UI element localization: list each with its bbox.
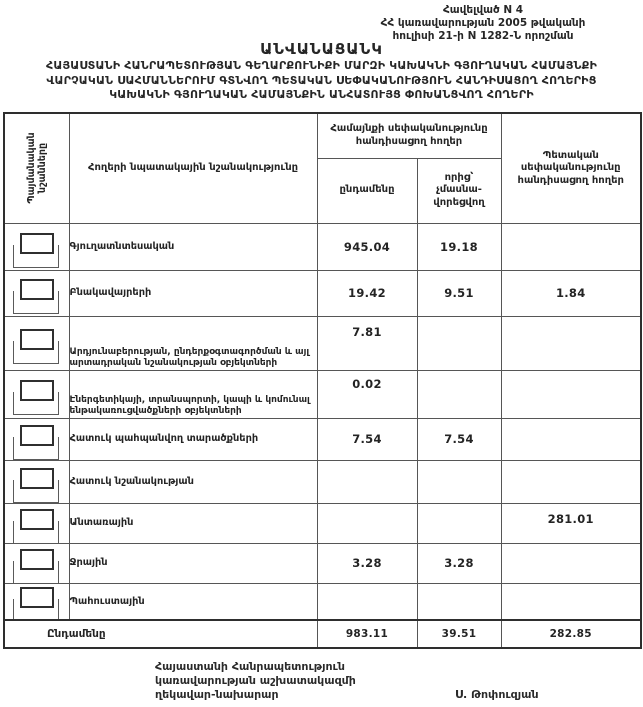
row-total-value xyxy=(317,583,417,620)
symbol-cell xyxy=(4,270,69,316)
row-label: Գյուղատնտեսական xyxy=(69,223,317,270)
row-state-value xyxy=(501,583,641,620)
row-total-value xyxy=(317,503,417,543)
total-row-ofwhich-value: 39.51 xyxy=(417,620,501,648)
table-row xyxy=(4,460,641,503)
row-ofwhich-value: 19.18 xyxy=(417,223,501,270)
row-state-value xyxy=(501,370,641,418)
signature-line-1: Հայաստանի Հանրապետություն xyxy=(155,660,345,673)
document-title xyxy=(0,40,643,103)
row-state-value xyxy=(501,543,641,583)
row-label: Արդյունաբերության, ընդերքօգտագործման և այլ արտադրական նշանակության օբյեկտների xyxy=(69,316,317,370)
legend-symbol-icon xyxy=(5,506,69,540)
row-label: Էներգետիկայի, տրանսպորտի, կապի և կոմունալ ենթակառուցվածքների օբյեկտների xyxy=(69,370,317,418)
signature-block xyxy=(155,660,415,702)
symbol-cell xyxy=(4,460,69,503)
header-community-lands: Համայնքի սեփականությունը հանդիսացող հողեր xyxy=(317,113,501,158)
table-row xyxy=(4,223,641,270)
signature-name: Ս. Թոփուզյան xyxy=(455,688,539,701)
row-label: Հատուկ նշանակության xyxy=(69,460,317,503)
table-row xyxy=(4,418,641,460)
row-ofwhich-value: 3.28 xyxy=(417,543,501,583)
total-row-total-value: 983.11 xyxy=(317,620,417,648)
symbol-cell xyxy=(4,543,69,583)
symbol-cell xyxy=(4,370,69,418)
legend-symbol-icon xyxy=(5,584,69,618)
appendix-line-3: հուլիսի 21-ի N 1282-Ն որոշման xyxy=(392,30,574,42)
row-ofwhich-value: 9.51 xyxy=(417,270,501,316)
row-ofwhich-value xyxy=(417,583,501,620)
header-symbols xyxy=(4,113,69,223)
row-ofwhich-value xyxy=(417,370,501,418)
row-ofwhich-value xyxy=(417,460,501,503)
land-table xyxy=(3,112,642,649)
row-state-value: 1.84 xyxy=(501,270,641,316)
table-row xyxy=(4,543,641,583)
header-symbols-label: Պայմանական նշանները xyxy=(25,132,48,204)
symbol-cell xyxy=(4,583,69,620)
header-of-which-line-1: որից՝ xyxy=(444,171,474,183)
title-line-3: ՎԱՐՉԱԿԱՆ ՍԱՀՄԱՆՆԵՐՈՒՄ ԳՏՆՎՈՂ ՊԵՏԱԿԱՆ ՍԵՓԱԿԱՆՈՒԹՅՈՒՆ ՀԱՆԴԻՍԱՑՈՂ ՀՈՂԵՐԻՑ xyxy=(46,73,597,87)
row-total-value: 945.04 xyxy=(317,223,417,270)
row-total-value: 19.42 xyxy=(317,270,417,316)
header-of-which-line-3: վորեցվող xyxy=(433,196,485,208)
title-line-4: ԿԱԽԱԿՆԻ ԳՅՈՒՂԱԿԱՆ ՀԱՄԱՅՆՔԻՆ ԱՆՀԱՏՈՒՅՑ ՓՈԽԱՆՑՎՈՂ ՀՈՂԵՐԻ xyxy=(109,88,534,101)
total-row-state-value: 282.85 xyxy=(501,620,641,648)
title-line-2: ՀԱՅԱՍՏԱՆԻ ՀԱՆՐԱՊԵՏՈՒԹՅԱՆ ԳԵՂԱՐՔՈՒՆԻՔԻ ՄԱՐԶԻ ԿԱԽԱԿՆԻ ԳՅՈՒՂԱԿԱՆ ՀԱՄԱՅՆՔԻ xyxy=(45,59,598,72)
row-total-value xyxy=(317,460,417,503)
row-state-value xyxy=(501,418,641,460)
appendix-line-2: ՀՀ կառավարության 2005 թվականի xyxy=(380,17,586,29)
title-main: ԱՆՎԱՆԱՑԱՆԿ xyxy=(260,40,383,58)
row-ofwhich-value: 7.54 xyxy=(417,418,501,460)
table-total-row xyxy=(4,620,641,648)
legend-symbol-icon xyxy=(5,377,69,411)
legend-symbol-icon xyxy=(5,326,69,360)
header-total: ընդամենը xyxy=(317,158,417,223)
row-total-value: 7.81 xyxy=(317,316,417,370)
header-state-lands: Պետական սեփականությունը հանդիսացող հողեր xyxy=(501,113,641,223)
row-label: Ջրային xyxy=(69,543,317,583)
symbol-cell xyxy=(4,223,69,270)
legend-symbol-icon xyxy=(5,276,69,310)
legend-symbol-icon xyxy=(5,465,69,499)
row-total-value: 3.28 xyxy=(317,543,417,583)
row-state-value xyxy=(501,460,641,503)
signature-line-2: կառավարության աշխատակազմի xyxy=(155,674,356,687)
row-state-value xyxy=(501,223,641,270)
row-label: Բնակավայրերի xyxy=(69,270,317,316)
symbol-cell xyxy=(4,316,69,370)
row-label: Անտառային xyxy=(69,503,317,543)
legend-symbol-icon xyxy=(5,422,69,456)
total-row-label: Ընդամենը xyxy=(4,620,317,648)
appendix-reference xyxy=(330,4,636,43)
symbol-cell xyxy=(4,503,69,543)
signature-line-3: ղեկավար-նախարար xyxy=(155,688,279,701)
row-total-value: 7.54 xyxy=(317,418,417,460)
appendix-line-1: Հավելված N 4 xyxy=(442,4,524,16)
row-label: Հատուկ պահպանվող տարածքների xyxy=(69,418,317,460)
legend-symbol-icon xyxy=(5,230,69,264)
symbol-cell xyxy=(4,418,69,460)
header-of-which xyxy=(417,158,501,223)
table-row xyxy=(4,370,641,418)
header-purpose: Հողերի նպատակային նշանակությունը xyxy=(69,113,317,223)
table-row xyxy=(4,270,641,316)
table-row xyxy=(4,503,641,543)
row-ofwhich-value xyxy=(417,316,501,370)
row-ofwhich-value xyxy=(417,503,501,543)
header-of-which-line-2: չմասնա- xyxy=(436,184,482,196)
table-row xyxy=(4,316,641,370)
table-row xyxy=(4,583,641,620)
row-state-value xyxy=(501,316,641,370)
legend-symbol-icon xyxy=(5,546,69,580)
row-total-value: 0.02 xyxy=(317,370,417,418)
row-label: Պահուստային xyxy=(69,583,317,620)
row-state-value: 281.01 xyxy=(501,503,641,543)
